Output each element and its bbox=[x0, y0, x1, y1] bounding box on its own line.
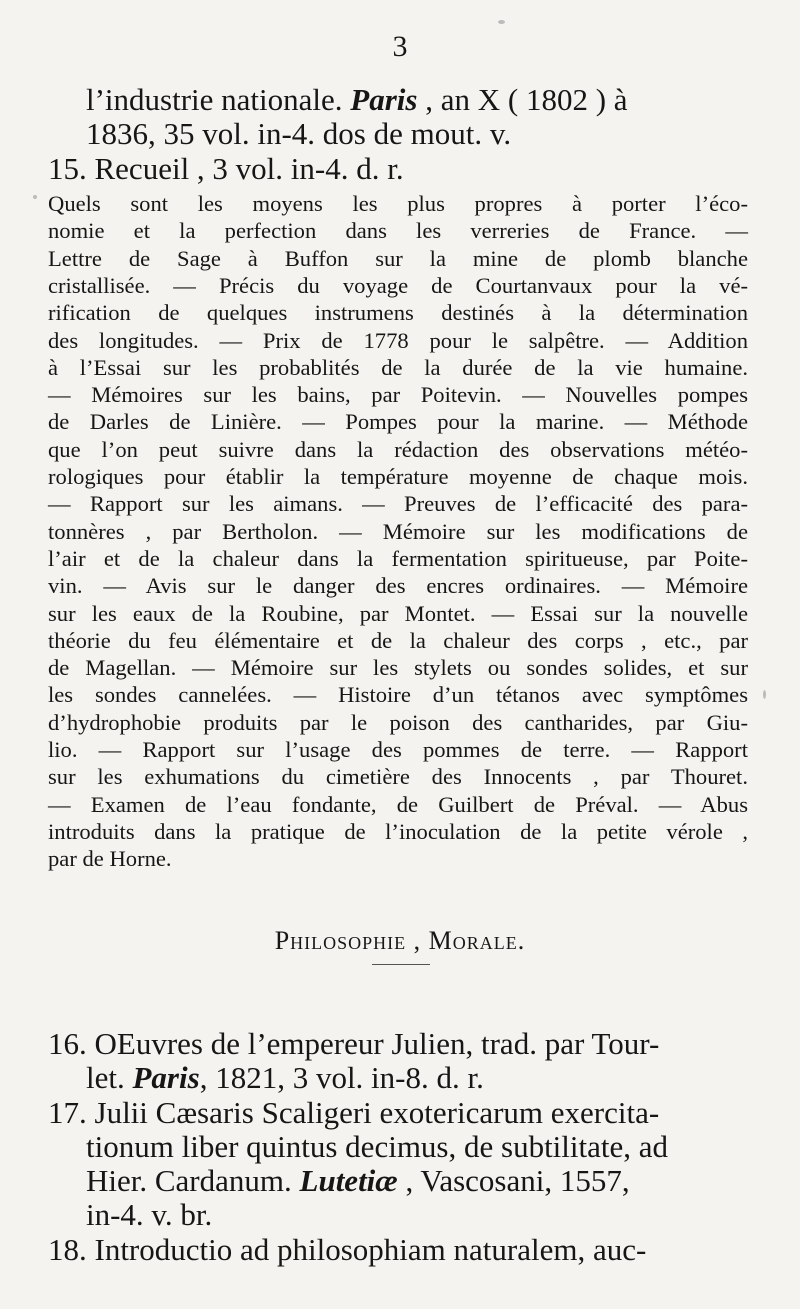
contents-line: sur les eaux de la Roubine, par Montet. — Essai sur la nouvelle bbox=[48, 600, 748, 626]
entry-17-line-4: in-4. v. br. bbox=[86, 1197, 213, 1232]
contents-line: — Examen de l’eau fondante, de Guilbert de Préval. — Abus bbox=[48, 791, 748, 817]
entry-continuation-line-2: 1836, 35 vol. in-4. dos de mout. v. bbox=[86, 116, 512, 151]
contents-line: que l’on peut suivre dans la rédaction des observations météo- bbox=[48, 436, 748, 462]
contents-line: par de Horne. bbox=[48, 846, 172, 872]
contents-line: tonnères , par Bertholon. — Mémoire sur les modifications de bbox=[48, 518, 748, 544]
contents-line: théorie du feu élémentaire et de la chaleur des corps , etc., par bbox=[48, 627, 748, 653]
contents-line: rologiques pour établir la température moyenne de chaque mois. bbox=[48, 464, 748, 489]
entry-text: , 1821, 3 vol. in-8. d. r. bbox=[199, 1060, 484, 1095]
entry-17-line-1: 17. Julii Cæsaris Scaligeri exotericarum exercita- bbox=[48, 1095, 660, 1130]
entry-18-line-1: 18. Introductio ad philosophiam naturalem, auc- bbox=[48, 1232, 647, 1267]
entry-text: l’industrie nationale. bbox=[86, 82, 351, 117]
paper-speck bbox=[33, 195, 37, 199]
page-number: 3 bbox=[392, 30, 408, 63]
contents-line: — Mémoires sur les bains, par Poitevin. — Nouvelles pompes bbox=[48, 382, 748, 408]
entry-text: , an X ( 1802 ) à bbox=[417, 82, 628, 117]
contents-line: de Magellan. — Mémoire sur les stylets ou sondes solides, et sur bbox=[48, 655, 748, 681]
section-rule bbox=[372, 964, 430, 965]
contents-line: de Darles de Linière. — Pompes pour la marine. — Méthode bbox=[48, 409, 748, 435]
contents-line: sur les exhumations du cimetière des Innocents , par Thouret. bbox=[48, 764, 748, 790]
contents-line: rification de quelques instrumens destinés à la détermination bbox=[48, 300, 748, 326]
contents-line: cristallisée. — Précis du voyage de Courtanvaux pour la vé- bbox=[48, 272, 748, 298]
contents-line: lio. — Rapport sur l’usage des pommes de terre. — Rapport bbox=[48, 737, 748, 762]
place-of-publication: Lutetiæ bbox=[299, 1163, 398, 1198]
entry-text: Hier. Cardanum. bbox=[86, 1163, 300, 1198]
paper-speck bbox=[498, 20, 505, 24]
contents-line: — Rapport sur les aimans. — Preuves de l’efficacité des para- bbox=[48, 491, 748, 517]
contents-line: d’hydrophobie produits par le poison des cantharides, par Giu- bbox=[48, 709, 748, 735]
contents-line: Lettre de Sage à Buffon sur la mine de plomb blanche bbox=[48, 245, 748, 271]
entry-16-line-1: 16. OEuvres de l’empereur Julien, trad. par Tour- bbox=[48, 1026, 660, 1061]
contents-line: des longitudes. — Prix de 1778 pour le salpêtre. — Addition bbox=[48, 327, 748, 353]
contents-line: les sondes cannelées. — Histoire d’un tétanos avec symptômes bbox=[48, 682, 748, 708]
entry-17-line-2: tionum liber quintus decimus, de subtilitate, ad bbox=[86, 1129, 669, 1164]
paper-speck bbox=[763, 690, 766, 699]
contents-line: introduits dans la pratique de l’inoculation de la petite vérole , bbox=[48, 818, 748, 844]
entry-16-line-2 bbox=[48, 1058, 796, 1098]
contents-line: Quels sont les moyens les plus propres à porter l’éco- bbox=[48, 191, 748, 216]
contents-line: vin. — Avis sur le danger des encres ordinaires. — Mémoire bbox=[48, 573, 748, 599]
entry-text: let. bbox=[86, 1060, 133, 1095]
entry-text: , Vascosani, 1557, bbox=[397, 1163, 630, 1198]
contents-line: à l’Essai sur les probablités de la durée de la vie humaine. bbox=[48, 354, 748, 380]
entry-15: 15. Recueil , 3 vol. in-4. d. r. bbox=[48, 151, 404, 186]
place-of-publication: Paris bbox=[350, 82, 418, 117]
place-of-publication: Paris bbox=[132, 1060, 200, 1095]
contents-line: nomie et la perfection dans les verreries de France. — bbox=[48, 218, 748, 244]
contents-line: l’air et de la chaleur dans la fermentation spiritueuse, par Poite- bbox=[48, 545, 748, 571]
section-title: Philosophie , Morale. bbox=[274, 926, 526, 955]
